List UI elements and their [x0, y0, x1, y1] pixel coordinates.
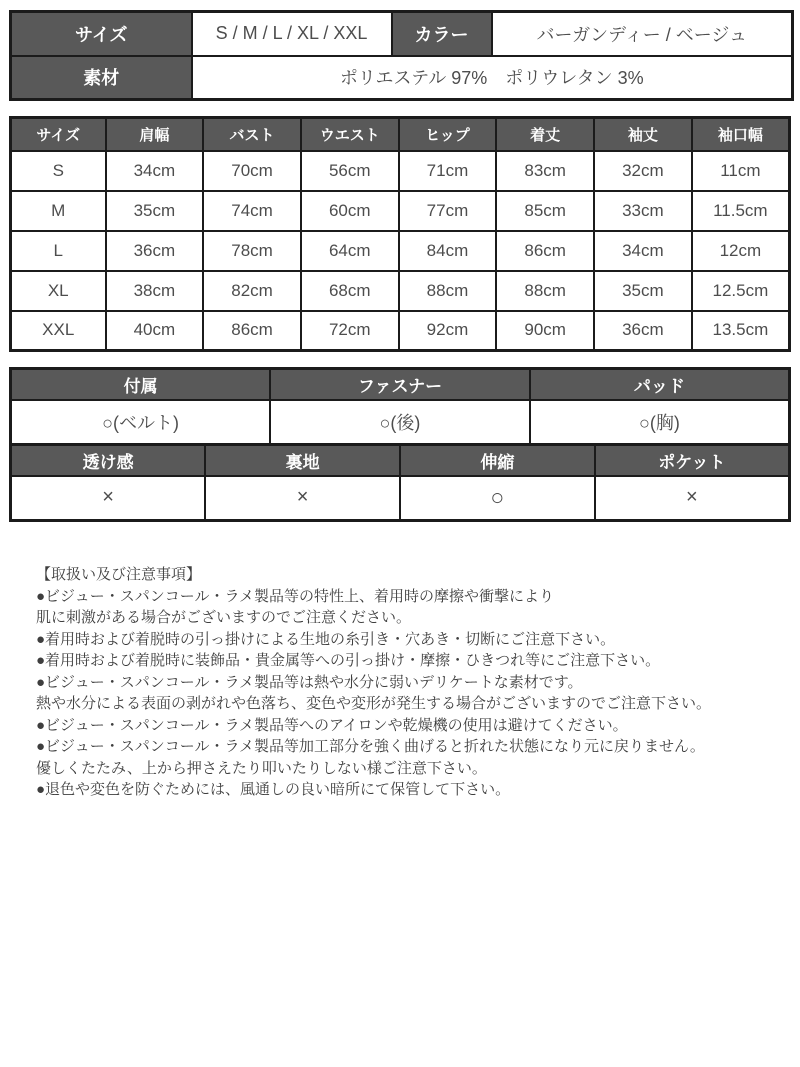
material-label-cell: 素材: [11, 56, 192, 100]
cell-length: 85cm: [496, 191, 594, 231]
cell-sleeve: 34cm: [594, 231, 692, 271]
material-value-cell: ポリエステル 97% ポリウレタン 3%: [192, 56, 793, 100]
color-label-cell: カラー: [392, 12, 492, 56]
cell-size: XL: [11, 271, 106, 311]
col-header-pocket: ポケット: [595, 445, 790, 476]
care-note-line: ●ビジュー・スパンコール・ラメ製品等加工部分を強く曲げると折れた状態になり元に戻りません。: [36, 738, 705, 755]
cell-waist: 56cm: [301, 151, 399, 191]
care-note-line: ●ビジュー・スパンコール・ラメ製品等へのアイロンや乾燥機の使用は避けてください。: [36, 716, 628, 734]
measurements-table: [9, 116, 791, 352]
cell-shoulder: 38cm: [106, 271, 204, 311]
material-row: [11, 56, 793, 100]
cell-shoulder: 35cm: [106, 191, 204, 231]
col-header-lining: 裏地: [205, 445, 400, 476]
cell-sheerness-value: ×: [11, 476, 206, 521]
cell-hip: 77cm: [399, 191, 497, 231]
cell-waist: 64cm: [301, 231, 399, 271]
cell-cuff: 12.5cm: [692, 271, 790, 311]
cell-length: 83cm: [496, 151, 594, 191]
size-value-cell: S / M / L / XL / XXL: [192, 12, 392, 56]
table-row-xxl: [11, 311, 790, 351]
cell-waist: 72cm: [301, 311, 399, 351]
care-notes: [9, 564, 791, 801]
cell-bust: 74cm: [203, 191, 301, 231]
care-note-line: ●ビジュー・スパンコール・ラメ製品等の特性上、着用時の摩擦や衝撃により: [36, 587, 555, 605]
size-color-row: [11, 12, 793, 56]
care-note-line: ●退色や変色を防ぐためには、風通しの良い暗所にて保管して下さい。: [36, 781, 511, 798]
col-header-sleeve: 袖丈: [594, 118, 692, 151]
size-label-cell: サイズ: [11, 12, 192, 56]
cell-length: 88cm: [496, 271, 594, 311]
care-note-line: 肌に刺激がある場合がございますのでご注意ください。: [36, 609, 412, 626]
col-header-size: サイズ: [11, 118, 106, 151]
features-b-header-row: [11, 445, 790, 476]
cell-lining-value: ×: [205, 476, 400, 521]
cell-bust: 78cm: [203, 231, 301, 271]
features-table-properties: [9, 443, 791, 522]
table-row-xl: [11, 271, 790, 311]
cell-hip: 84cm: [399, 231, 497, 271]
cell-waist: 68cm: [301, 271, 399, 311]
features-table-accessories: [9, 367, 791, 446]
care-note-line: ●着用時および着脱時の引っ掛けによる生地の糸引き・穴あき・切断にご注意下さい。: [36, 630, 616, 648]
size-color-material-table: [9, 10, 794, 101]
cell-size: XXL: [11, 311, 106, 351]
col-header-sheerness: 透け感: [11, 445, 206, 476]
cell-hip: 71cm: [399, 151, 497, 191]
color-value-cell: バーガンディー / ベージュ: [492, 12, 793, 56]
cell-fastener-value: ○(後): [270, 400, 530, 445]
col-header-waist: ウエスト: [301, 118, 399, 151]
col-header-accessory: 付属: [11, 369, 271, 400]
table-row-m: [11, 191, 790, 231]
cell-cuff: 13.5cm: [692, 311, 790, 351]
cell-sleeve: 33cm: [594, 191, 692, 231]
col-header-length: 着丈: [496, 118, 594, 151]
table-row-l: [11, 231, 790, 271]
cell-pocket-value: ×: [595, 476, 790, 521]
features-a-header-row: [11, 369, 790, 400]
cell-size: M: [11, 191, 106, 231]
table-row-s: [11, 151, 790, 191]
cell-sleeve: 32cm: [594, 151, 692, 191]
col-header-hip: ヒップ: [399, 118, 497, 151]
cell-waist: 60cm: [301, 191, 399, 231]
cell-accessory-value: ○(ベルト): [11, 400, 271, 445]
col-header-bust: バスト: [203, 118, 301, 151]
cell-length: 86cm: [496, 231, 594, 271]
cell-size: S: [11, 151, 106, 191]
care-note-line: ●着用時および着脱時に装飾品・貴金属等への引っ掛け・摩擦・ひきつれ等にご注意下さい。: [36, 652, 661, 669]
cell-size: L: [11, 231, 106, 271]
col-header-shoulder: 肩幅: [106, 118, 204, 151]
cell-sleeve: 36cm: [594, 311, 692, 351]
cell-shoulder: 34cm: [106, 151, 204, 191]
cell-bust: 82cm: [203, 271, 301, 311]
cell-sleeve: 35cm: [594, 271, 692, 311]
cell-shoulder: 36cm: [106, 231, 204, 271]
cell-hip: 88cm: [399, 271, 497, 311]
care-notes-title: 【取扱い及び注意事項】: [36, 566, 202, 583]
features-b-value-row: [11, 476, 790, 521]
cell-hip: 92cm: [399, 311, 497, 351]
cell-cuff: 11cm: [692, 151, 790, 191]
cell-shoulder: 40cm: [106, 311, 204, 351]
col-header-stretch: 伸縮: [400, 445, 595, 476]
care-note-line: 熱や水分による表面の剥がれや色落ち、変色や変形が発生する場合がございますのでご注意下さい。: [36, 695, 712, 712]
cell-bust: 86cm: [203, 311, 301, 351]
care-note-line: 優しくたたみ、上から押さえたり叩いたりしない様ご注意下さい。: [36, 759, 487, 777]
care-note-line: ●ビジュー・スパンコール・ラメ製品等は熱や水分に弱いデリケートな素材です。: [36, 673, 583, 691]
cell-bust: 70cm: [203, 151, 301, 191]
cell-stretch-value: ○: [400, 476, 595, 521]
features-a-value-row: [11, 400, 790, 445]
cell-cuff: 11.5cm: [692, 191, 790, 231]
col-header-pad: パッド: [530, 369, 790, 400]
col-header-fastener: ファスナー: [270, 369, 530, 400]
cell-pad-value: ○(胸): [530, 400, 790, 445]
measurements-header-row: [11, 118, 790, 151]
cell-cuff: 12cm: [692, 231, 790, 271]
col-header-cuff: 袖口幅: [692, 118, 790, 151]
cell-length: 90cm: [496, 311, 594, 351]
